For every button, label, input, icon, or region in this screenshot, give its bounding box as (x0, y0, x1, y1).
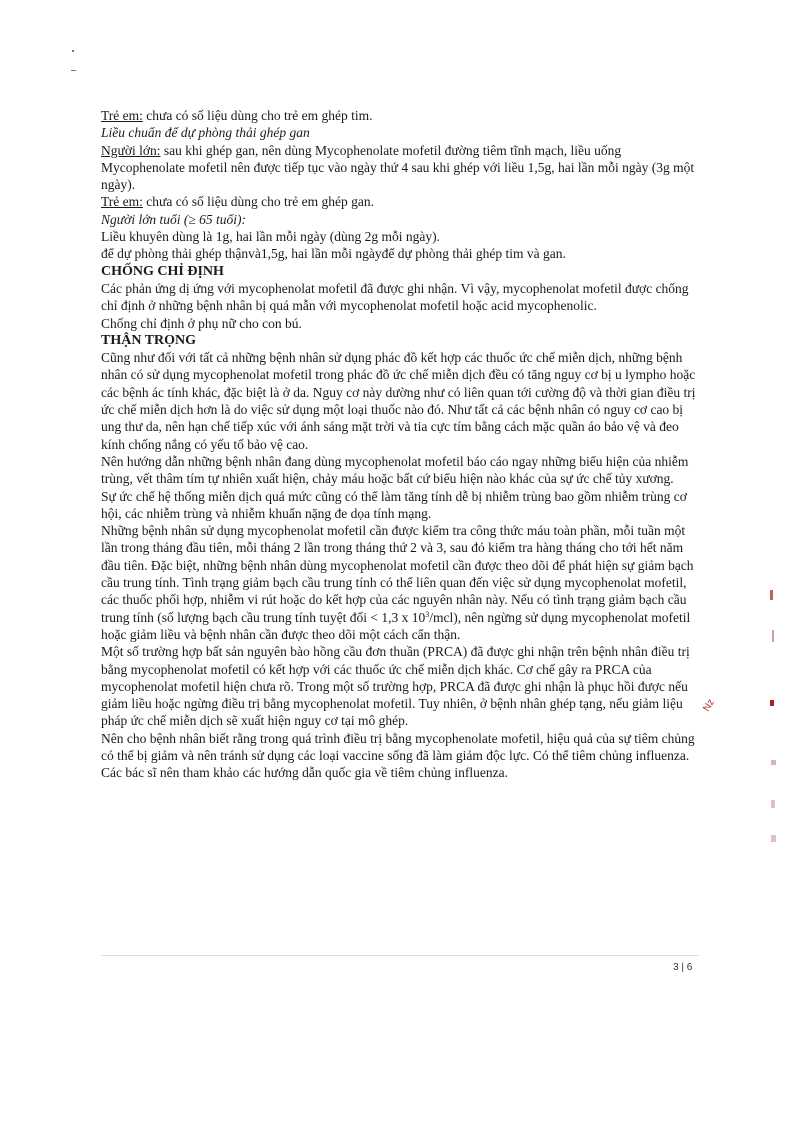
paragraph-text: chưa có số liệu dùng cho trẻ em ghép tim. (142, 108, 373, 123)
text-paragraph: Nên hướng dẫn những bệnh nhân đang dùng mycophenolat mofetil báo cáo ngay những biểu hiện của nhiễm trùng, vết thâm tím tự nhiên xuất hiện, chảy máu hoặc bất cứ biểu hiện nào khác của sự ức chế tủy xương. (101, 453, 689, 487)
paragraph-text: sau khi ghép gan, nên dùng Mycophenolate mofetil đường tiêm tĩnh mạch, liều uống Mycophenolate mofetil nên được tiếp tục vào ngày thứ 4 sau khi ghép với liều 1,5g, hai lần mỗi ngày (3g một ngày). (101, 142, 695, 193)
margin-mark (771, 835, 776, 842)
text-paragraph (101, 142, 701, 194)
subsection-heading: Liều chuẩn để dự phòng thải ghép gan (101, 125, 310, 141)
paragraph-label: Trẻ em: (101, 194, 143, 210)
text-paragraph: Chống chỉ định ở phụ nữ cho con bú. (101, 315, 302, 331)
text-paragraph: Liều khuyên dùng là 1g, hai lần mỗi ngày (dùng 2g mỗi ngày). (101, 229, 440, 245)
paragraph-text: chưa có số liệu dùng cho trẻ em ghép gan. (142, 194, 375, 210)
superscript: 3 (425, 609, 430, 619)
page-number: 3 | 6 (673, 962, 693, 973)
text-paragraph: Nên cho bệnh nhân biết rằng trong quá trình điều trị bằng mycophenolate mofetil, hiệu quả của sự tiêm chủng có thể bị giảm và nên tránh sử dụng các loại vaccine sống đã làm giảm độc lực. Có thể tiêm chủng influenza. Các bác sĩ nên tham khảo các hướng dẫn quốc gia về tiêm chủng influenza. (101, 730, 695, 781)
margin-mark (770, 590, 773, 600)
scan-mark-dot (72, 50, 74, 52)
scan-mark-dash (71, 70, 76, 71)
text-paragraph: Một số trường hợp bất sản nguyên bào hồng cầu đơn thuần (PRCA) đã được ghi nhận trên bệnh nhân điều trị bằng mycophenolat mofetil có kết hợp với các thuốc ức chế miễn dịch khác. Cơ chế gây ra PRCA của mycophenolat mofetil hiện chưa rõ. Trong một số trường hợp, PRCA đã được ghi nhận là phục hồi được nếu giảm liều hoặc ngừng điều trị bằng mycophenolat mofetil. Tuy nhiên, ở bệnh nhân ghép tạng, nếu giảm liệu pháp ức chế miễn dịch sẽ xuất hiện nguy cơ tại mô ghép. (101, 644, 690, 729)
text-paragraph: Các phản ứng dị ứng với mycophenolat mofetil đã được ghi nhận. Vì vậy, mycophenolat mofetil được chống chỉ định ở những bệnh nhân bị quá mẫn với mycophenolat mofetil hoặc acid mycophenolic. (101, 280, 689, 314)
section-heading: THẬN TRỌNG (101, 332, 197, 348)
margin-mark (771, 760, 776, 765)
paragraph-text: /mcl), nên ngừng sử dụng mycophenolat mofetil hoặc giảm liều và bệnh nhân cần được theo dõi một cách cẩn thận. (101, 609, 691, 642)
margin-mark (772, 630, 774, 642)
margin-mark (770, 700, 774, 706)
text-paragraph (101, 193, 701, 210)
section-heading: CHỐNG CHỈ ĐỊNH (101, 263, 224, 279)
paragraph-text: Những bệnh nhân sử dụng mycophenolat mofetil cần được kiểm tra công thức máu toàn phần, mỗi tuần một lần trong tháng đầu tiên, mỗi tháng 2 lần trong tháng thứ 2 và 3, sau đó kiểm tra hàng tháng cho tới hết năm đầu tiên. Đặc biệt, những bệnh nhân dùng mycophenolat mofetil cần được theo dõi để phát hiện sự giảm bạch cầu trung tính. Tình trạng giảm bạch cầu trung tính có thể liên quan đến việc sử dụng mycophenolat mofetil, các thuốc phối hợp, nhiễm vi rút hoặc do kết hợp của các nguyên nhân này. Nếu có tình trạng giảm bạch cầu trung tính (số lượng bạch cầu trung tính tuyệt đối < 1,3 x 10 (101, 523, 694, 625)
paragraph-label: Người lớn: (101, 142, 161, 158)
text-paragraph (101, 522, 701, 643)
text-paragraph: Sự ức chế hệ thống miễn dịch quá mức cũng có thể làm tăng tính dễ bị nhiễm trùng bao gồm nhiễm trùng cơ hội, các nhiễm trùng và nhiễm khuẩn nặng đe dọa tính mạng. (101, 488, 687, 521)
footer-rule (101, 955, 699, 956)
paragraph-label: Trẻ em: (101, 108, 143, 123)
text-paragraph (101, 107, 701, 124)
margin-handwriting: Nz (701, 697, 717, 714)
subsection-heading: Người lớn tuổi (≥ 65 tuổi): (101, 211, 247, 227)
text-paragraph: Cũng như đối với tất cả những bệnh nhân sử dụng phác đồ kết hợp các thuốc ức chế miễn dịch, những bệnh nhân có sử dụng mycophenolat mofetil trong phác đồ ức chế miễn dịch đều có tăng nguy cơ bị u lympho hoặc các bệnh ác tính khác, đặc biệt là ở da. Nguy cơ này dường như có liên quan tới cường độ và thời gian điều trị ức chế miễn dịch hơn là do việc sử dụng một loại thuốc nào đó. Như tất cả các bệnh nhân có nguy cơ cao bị ung thư da, nên hạn chế tiếp xúc với ánh sáng mặt trời và tia cực tím bằng cách mặc quần áo bảo vệ và đeo kính chống nắng có yếu tố bảo vệ cao. (101, 350, 696, 452)
document-body (101, 107, 701, 782)
margin-mark (771, 800, 775, 808)
text-paragraph: để dự phòng thải ghép thậnvà1,5g, hai lần mỗi ngàyđể dự phòng thải ghép tim và gan. (101, 246, 566, 262)
